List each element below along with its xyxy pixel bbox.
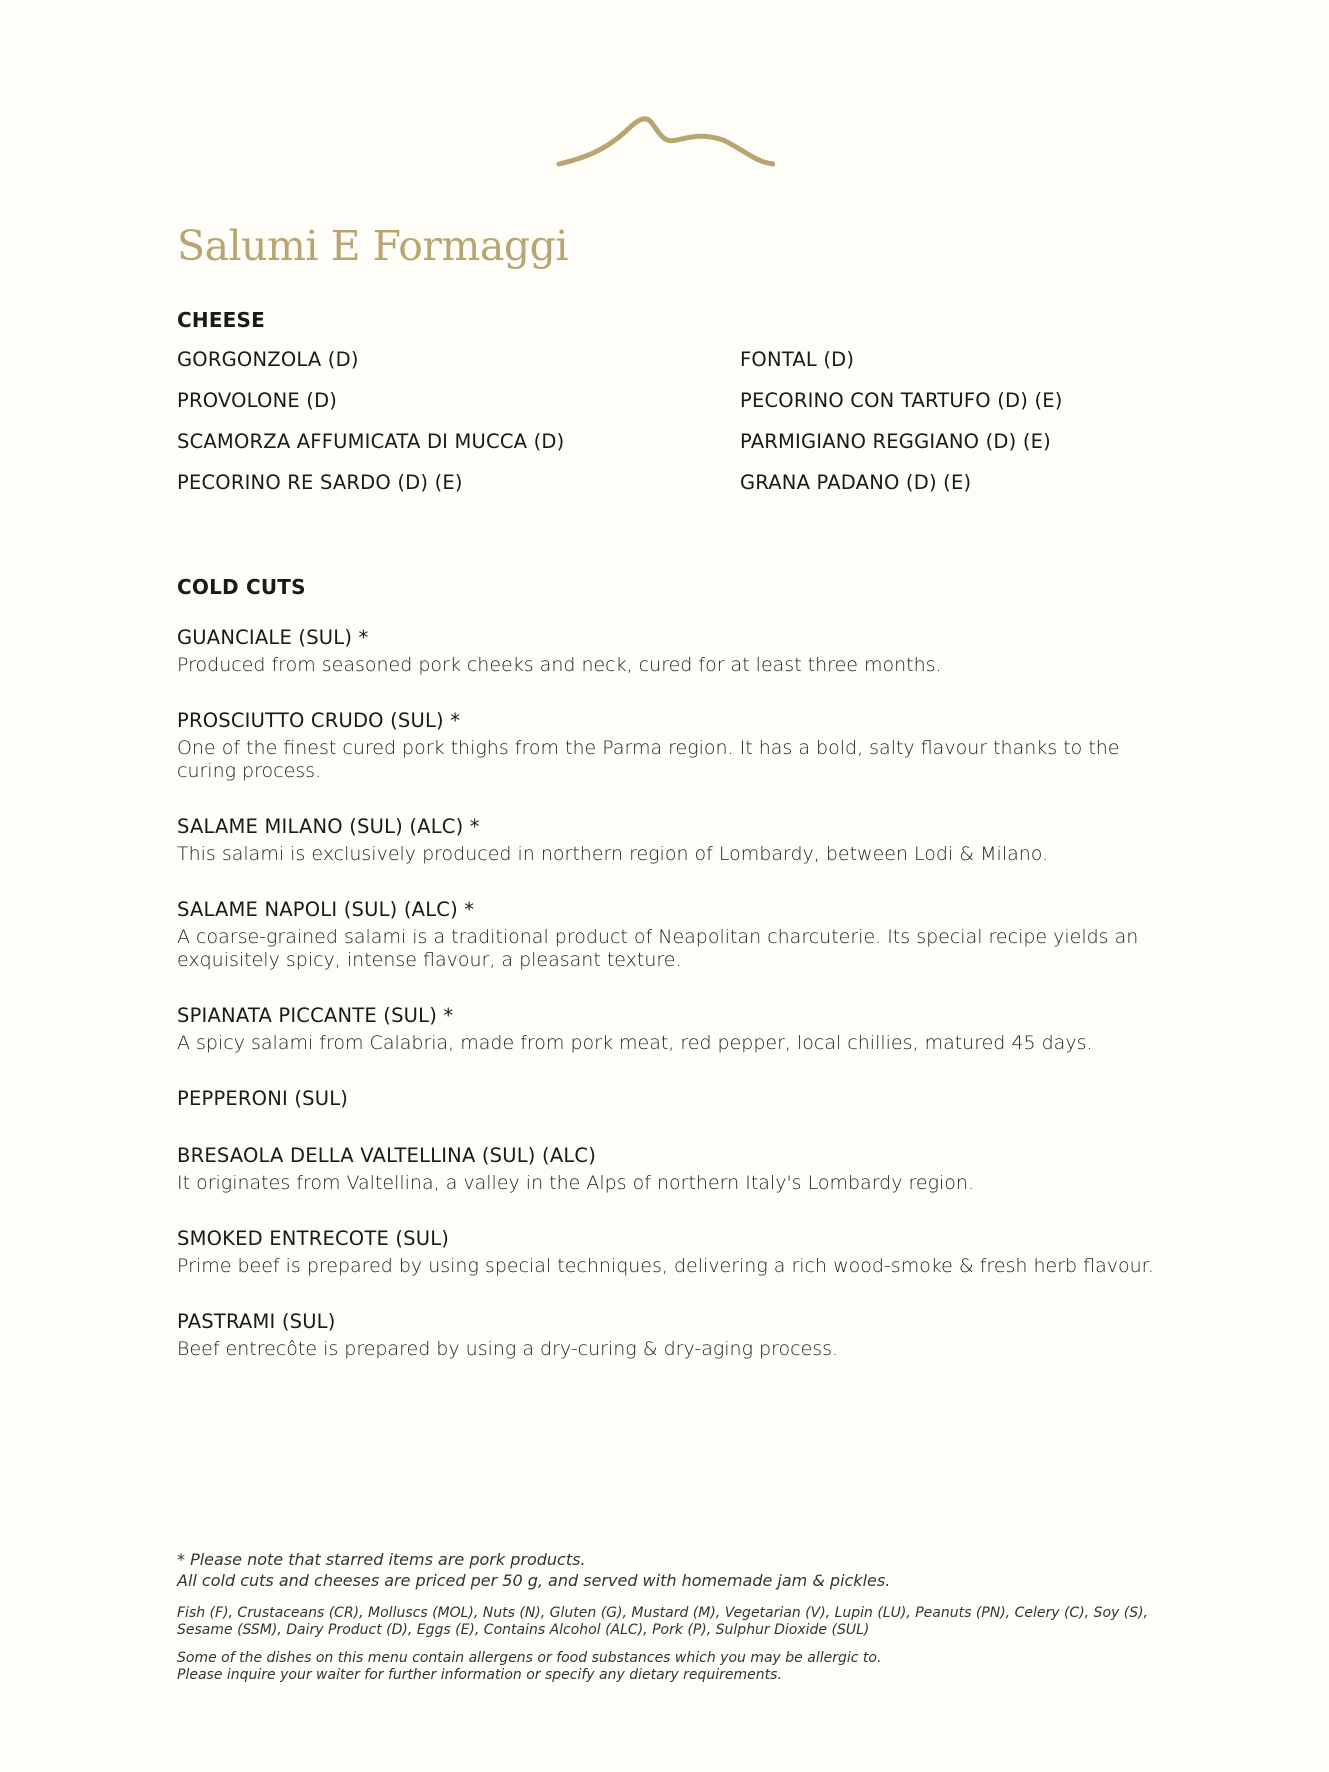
cold-cut-description: Produced from seasoned pork cheeks and neck, cured for at least three months. [177, 654, 942, 676]
pork-note: * Please note that starred items are pork products. [177, 1550, 586, 1569]
cold-cut-name: SMOKED ENTRECOTE (SUL) [177, 1227, 450, 1250]
cheese-item: PROVOLONE (D) [177, 389, 338, 412]
footer-notes [177, 1549, 1157, 1684]
cheese-item: GORGONZOLA (D) [177, 348, 359, 371]
cold-cut-item [177, 708, 1177, 783]
allergen-legend: Fish (F), Crustaceans (CR), Molluscs (MOL), Nuts (N), Gluten (G), Mustard (M), Vegetarian (V), Lupin (LU), Peanuts (PN), Celery (C), Soy (S), Sesame (SSM), Dairy Product (D), Eggs (E), Contains Alcohol (ALC), Pork (P), Sulphur Dioxide (SUL) [177, 1605, 1149, 1638]
cheese-item: GRANA PADANO (D) (E) [740, 471, 972, 494]
cold-cuts-list [177, 625, 1177, 1392]
cold-cut-name: SALAME NAPOLI (SUL) (ALC) * [177, 898, 475, 921]
cheese-item: FONTAL (D) [740, 348, 855, 371]
disclaimer-line: Some of the dishes on this menu contain allergens or food substances which you may be allergic to. [177, 1650, 882, 1666]
cold-cut-item [177, 625, 1177, 677]
cheese-list [177, 347, 1137, 496]
cold-cut-name: PASTRAMI (SUL) [177, 1310, 336, 1333]
cold-cut-item [177, 897, 1177, 972]
cold-cut-description: A coarse-grained salami is a traditional product of Neapolitan charcuterie. Its special recipe yields an exquisitely spicy, intense flavour, a pleasant texture. [177, 926, 1139, 971]
cheese-item: PECORINO RE SARDO (D) (E) [177, 471, 463, 494]
mountain-logo-icon [555, 110, 775, 172]
page-title: Salumi E Formaggi [177, 222, 568, 270]
cheese-item: PARMIGIANO REGGIANO (D) (E) [740, 430, 1051, 453]
cold-cut-item [177, 1309, 1177, 1361]
cold-cut-name: PROSCIUTTO CRUDO (SUL) * [177, 709, 461, 732]
cold-cut-name: SPIANATA PICCANTE (SUL) * [177, 1004, 454, 1027]
pricing-note: All cold cuts and cheeses are priced per 50 g, and served with homemade jam & pickles. [177, 1571, 891, 1590]
cheese-item: PECORINO CON TARTUFO (D) (E) [740, 389, 1063, 412]
cold-cut-item [177, 1226, 1177, 1278]
cold-cut-description: Beef entrecôte is prepared by using a dry-curing & dry-aging process. [177, 1338, 839, 1360]
cold-cut-name: SALAME MILANO (SUL) (ALC) * [177, 815, 480, 838]
disclaimer-line: Please inquire your waiter for further information or specify any dietary requirements. [177, 1667, 782, 1683]
cold-cut-item [177, 814, 1177, 866]
cheese-heading: CHEESE [177, 308, 266, 332]
cheese-item: SCAMORZA AFFUMICATA DI MUCCA (D) [177, 430, 565, 453]
cold-cut-item [177, 1143, 1177, 1195]
cold-cut-item [177, 1086, 1177, 1112]
cold-cut-name: PEPPERONI (SUL) [177, 1087, 349, 1110]
cold-cut-description: Prime beef is prepared by using special techniques, delivering a rich wood-smoke & fresh herb flavour. [177, 1255, 1154, 1277]
cold-cut-name: GUANCIALE (SUL) * [177, 626, 369, 649]
cold-cut-description: A spicy salami from Calabria, made from pork meat, red pepper, local chillies, matured 45 days. [177, 1032, 1093, 1054]
cold-cuts-heading: COLD CUTS [177, 575, 306, 599]
cold-cut-description: One of the finest cured pork thighs from the Parma region. It has a bold, salty flavour thanks to the curing process. [177, 737, 1120, 782]
cold-cut-description: It originates from Valtellina, a valley in the Alps of northern Italy's Lombardy region. [177, 1172, 974, 1194]
cold-cut-description: This salami is exclusively produced in northern region of Lombardy, between Lodi & Milano. [177, 843, 1049, 865]
cold-cut-name: BRESAOLA DELLA VALTELLINA (SUL) (ALC) [177, 1144, 597, 1167]
cold-cut-item [177, 1003, 1177, 1055]
allergy-disclaimer [177, 1650, 1157, 1684]
